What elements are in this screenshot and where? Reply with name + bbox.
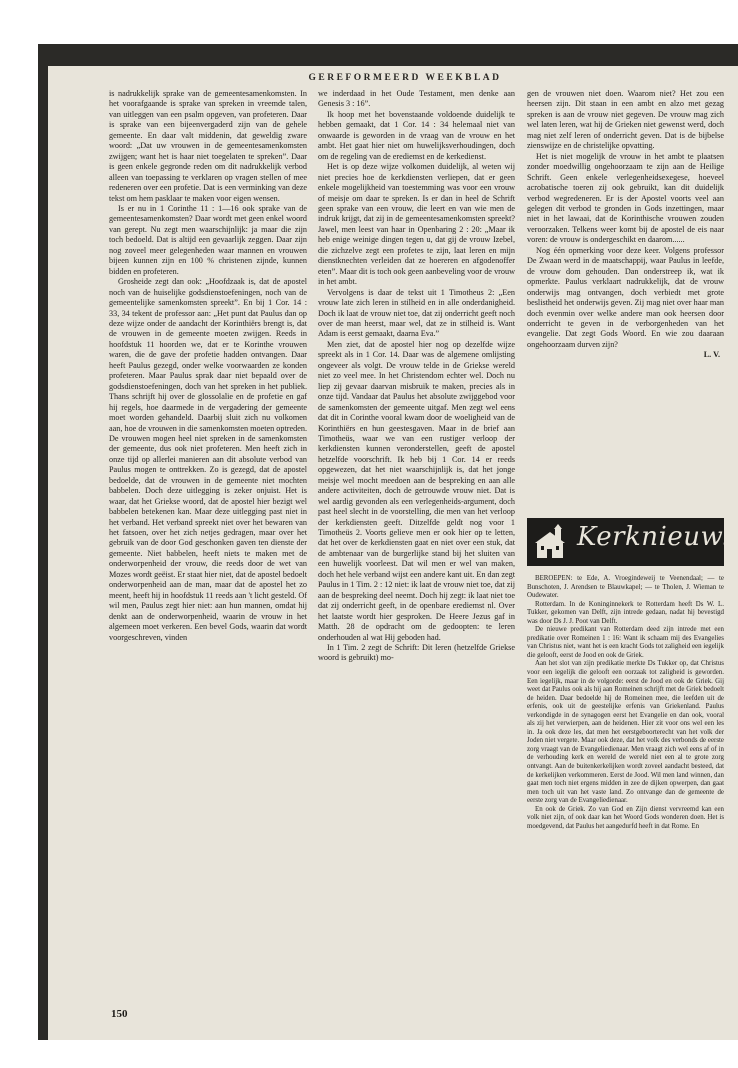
page-number: 150 [111,1008,128,1020]
scan-top-border [38,44,738,66]
scan-left-border [38,44,48,1040]
paragraph: Het is op deze wijze volkomen duidelijk, al weten wij niet precies hoe de kerkdiensten verliepen, dat er geen enkele mogelijkheid van toestemming was voor een vrouw of meisje om daar te spreken. Is er dan in heel de Schrift geen sprake van een vrouw, die leert en van wie men de indruk krijgt, dat zij in de gemeentesamenkomsten spreekt? Jawel, men leest van haar in Openbaring 2 : 20: „Maar ik heb enige weinige dingen tegen u, dat gij de vrouw Izebel, die zichzelve zegt een profetes te zijn, laat leren en mijn dienstknechten verleiden dat ze hoereren en afgodenoffer eten”. Maar dit is toch ook geen aanbeveling voor de vrouw in het ambt. [318,162,515,287]
running-header: GEREFORMEERD WEEKBLAD [308,73,502,83]
paragraph: Ik hoop met het bovenstaande voldoende duidelijk te hebben gemaakt, dat 1 Cor. 14 : 34 helemaal niet van onwaarde is geworden in de vraag van de vrouw en het ambt. Het gaat hier niet om huwelijksverhoudingen, doch om de regeling van de erediemst en de kerkedienst. [318,109,515,161]
paragraph: Nog één opmerking voor deze keer. Volgens professor De Zwaan werd in de maatschappij, waar Paulus in leefde, de vrouw dom gehouden. Dan onderstreep ik, wat ik opmerkte. Paulus verklaart nadrukkelijk, dat de vrouw onderwijs mag ontvangen, doch verbiedt met grote beslistheid het onderwijs geven. Zij mag niet over haar man doch evenmin over welke andere man ook heersen door onderricht te geven in de verborgenheden van het evangelie. Dat zegt Gods Woord. En wie zou daaraan ongehoorzaam durven zijn? [527,245,724,349]
paragraph: In 1 Tim. 2 zegt de Schrift: Dit leren (hetzelfde Griekse woord is gebruikt) mo- [318,643,515,663]
paragraph: En ook de Griek. Zo van God en Zijn dienst vervreemd kan een volk niet zijn, of ook daar kan het Woord Gods wonderen doen. Het is moedgevend, dat Paulus het aangedurfd heeft in dat Rome. En [527,805,724,830]
paragraph: we inderdaad in het Oude Testament, men denke aan Genesis 3 : 16”. [318,89,515,109]
paragraph: gen de vrouwen niet doen. Waarom niet? Het zou een heersen zijn. Dit staan in een ambt en alzo met gezag spreken is aan de vrouw niet gegeven. De vrouw mag zich wel laten leren, wat hij de Grieken niet gewenst werd, doch mag niet zelf leren of onderricht geven. Dat is de bijbelse zienswijze en de christelijke opvatting. [527,89,724,151]
paragraph: is nadrukkelijk sprake van de gemeentesamenkomsten. In het voorafgaande is sprake van spreken in vreemde talen, van uitleggen van een psalm opgeven, van profeteren. Daar is sprake van een bijeenvergaderd zijn van de gehele gemeente. En daar valt middenin, dat geweldig zware woord: „Dat uw vrouwen in de gemeentesamenkomsten zwijgen; want het is haar niet toegelaten te spreken”. Daar is geen enkele gegronde reden om dit nadrukkelijk verbod alleen van toepassing te verklaren op vragen stellen of mee redeneren over een profetie. Dat is een verminking van deze tekst om hem pasklaar te maken voor eigen wensen. [109,89,307,203]
text-column-2 [318,89,515,664]
paragraph: Men ziet, dat de apostel hier nog op dezelfde wijze spreekt als in 1 Cor. 14. Daar was de algemene omlijsting ongeveer als volgt. De vrouw telde in de Griekse wereld niet zo veel mee. In het Christendom echter wel. Doch nu liep zij gevaar daarvan misbruik te maken, precies als in onze tijd. Vandaar dat Paulus het absolute zwijggebod voor de samenkomsten der gemeente uitgaf. Men zegt wel eens dat dit in Corinthe vooral kwam door de woeligheid van de Korinthiërs en hun geestesgaven. Maar in de brief aan Timotheüs, waar we van een rustiger verloop der kerkdiensten kunnen veronderstellen, geeft de apostel hetzelfde voorschrift. Ik heb bij 1 Cor. 14 er reeds opgewezen, dat het niet waarschijnlijk is, dat het jonge meisje wel mocht meedoen aan de bespreking en aan alle andere activiteiten, doch de getrouwde vrouw niet. Dat is wel aardig gevonden als een verlegenheids-argument, doch past heel slecht in de voorstelling, die men van het verloop der kerkdiensten geeft. Ditzelfde geldt nog voor 1 Timotheüs 2. Voorts gelieve men er ook hier op te letten, dat het over de kerkdiensten gaat en niet over een stuk, dat de ambtenaar van de burgerlijke stand bij het sluiten van een huwelijk voorleest. Dat wil men er wel van maken, doch het hele verband wijst een andere kant uit. En dan zegt Paulus in 1 Tim. 2 : 12 niet: ik laat de vrouw niet toe, dat zij aan de bespreking deel neemt. Doch hij zegt: ik laat niet toe dat zij onderricht geeft, in de openbare erediemst nl. Over het laatste wordt hier gesproken. De Heere Jezus gaf in Matth. 28 de opdracht om de gedoopten: te leren onderhouden al wat Hij geboden had. [318,339,515,642]
paragraph: Vervolgens is daar de tekst uit 1 Timotheus 2: „Een vrouw late zich leren in stilheid en in alle onderdanigheid. Doch ik laat de vrouw niet toe, dat zij onderricht geeft noch over de man heerst, maar wel, dat ze in stilheid is. Want Adam is eerst gemaakt, daarna Eva.” [318,287,515,339]
paragraph: Het is niet mogelijk de vrouw in het ambt te plaatsen zonder moedwillig ongehoorzaam te zijn aan de Heilige Schrift. Geen enkele verlegenheidsexegese, hoeveel acrobatische toeren zij ook gebruikt, kan dit duidelijk verbod wegredeneren. Er is der Apostel voorts veel aan gelegen dit verbod te gronden in Gods inzettingen, maar niet in het lawaai, dat de Korinthische vrouwen zouden veroorzaken. Telkens weer komt bij de apostel de eis naar voren: de vrouw is ondergeschikt en daarom...... [527,151,724,245]
paragraph: Is er nu in 1 Corinthe 11 : 1—16 ook sprake van de gemeentesamenkomsten? Daar wordt met geen enkel woord van gerept. Nu zegt men waarschijnlijk: ja maar die zijn toch bedoeld. Dat is altijd een gevaarlijk zeggen. Daar zijn nog zoveel meer gelegenheden waar mannen en vrouwen bijeen kunnen zijn en 100 % christenen zijnde, kunnen bidden en profeteren. [109,203,307,276]
text-column-1 [109,89,307,643]
kerknieuws-banner [527,518,738,566]
kerknieuws-title: Kerknieuws [577,522,738,552]
paragraph: De nieuwe predikant van Rotterdam deed zijn intrede met een predikatie over Romeinen 1 : 16: Want ik schaam mij des Evangelies van Christus niet, want het is een kracht Gods tot zaligheid een iegelijk die gelooft, eerst de Jood en ook de Griek. [527,626,724,659]
kerknieuws-section [527,575,724,831]
paragraph: BEROEPEN: te Ede, A. Vroegindeweij te Veenendaal; — te Bunschoten, J. Arendsen te Blauwkapel; — te Tholen, J. Wieman te Oudewater. [527,575,724,600]
text-column-3 [527,89,724,361]
church-icon [533,524,573,560]
paragraph: Grosheide zegt dan ook: „Hoofdzaak is, dat de apostel noch van de huiselijke godsdienstoefeningen, noch van de gemeentelijke samenkomsten spreekt”. En bij 1 Cor. 14 : 33, 34 tekent de professor aan: „Het punt dat Paulus dan op deze wijze onder de aandacht der Korinthiërs brengt is, dat de vrouwen in de gemeente moeten zwijgen. Reeds in hoofdstuk 11 hoorden we, dat er te Korinthe vrouwen waren, die de gave der profetie hadden ontvangen. Daar heeft Paulus gezegd, onder welke voorwaarden ze konden profeteren. Maar Paulus sprak daar niet bepaald over de godsdienstoefeningen, doch van het spreken in het publiek. Thans schrijft hij over de glossolalie en de profetie en gaf hij regels, hoe daarmede in de vergadering der gemeente moet worden gehandeld. Daarbij sluit zich nu volkomen aan, hoe de vrouwen in die samenkomsten moeten optreden. De vrouwen mogen heel niet spreken in de samenkomsten der gemeente, dus ook niet profeteren. Men heeft zich in onze tijd op allerlei manieren aan dit absolute verbod van Paulus mogen te onttrekken. Zo is gezegd, dat de apostel bedoelde, dat de vrouwen in de gemeente niet mochten babbelen. Doch deze uitlegging is zeker onjuist. Het is waar, dat het Griekse woord, dat de apostel hier bezigt wel babbelen betekenen kan. Maar deze uitlegging past niet in het verband. Het verband spreekt niet over het bewaren van het fatsoen, over het zich netjes gedragen, maar over het gebruik van de door God geschonken gaven ten dienste der gemeente. Niet babbelen, heeft niets te maken met de onderworpenheid der vrouw, die reeds door de wet van Mozes wordt geëist. Er staat hier niet, dat de apostel bedoelt onderworpenheid aan de man, maar dat de apostel het zo meent, heeft hij in hoofdstuk 11 reeds aan 't licht gesteld. Of wil men, Paulus zegt hier niet: aan hun mannen, omdat hij denkt aan de onderworpenheid, waarin de vrouw in het algemeen moet verkeren. Een bevel Gods, waarin dat wordt voorgeschreven, vinden [109,277,307,642]
paragraph: Rotterdam. In de Koninginnekerk te Rotterdam heeft Ds W. L. Tukker, gekomen van Delft, zijn intrede gedaan, nadat hij bevestigd was door Ds J. J. Poot van Delft. [527,600,724,625]
author-signature: L. V. [703,350,720,360]
paragraph: Aan het slot van zijn predikatie merkte Ds Tukker op, dat Christus voor een iegelijk die gelooft een oorzaak tot zaligheid is geworden. Een iegelijk, maar in de volgorde: eerst de Jood en ook de Griek. Gij weet dat Paulus ook als hij aan Romeinen schrijft met de Griek bedoelt de heiden. Daar bedoelde hij de Romeinen mee, die leefden uit de erfenis, ook uit de geestelijke erfenis van Griekenland. Paulus verkondigde in de synagogen eerst het Evangelie en dan ook, vooral als zij het verwierpen, aan de heidenen. Hier zit voor ons wel een les in. Ja ook deze les, dat men het eerstgeboorterecht van het volk der Joden niet vergete. Maar ook deze, dat het volk des verbonds de eerste zorg vraagt van de Evangeliedienaar. Men vraagt zich wel eens af of in de verhouding kerk en wereld de wereld niet een al te grote zorg ontvangt. Aan de buitenkerkelijken wordt zoveel aandacht besteed, dat de kerkelijken verkommeren. Eerst de Jood. Wil men land winnen, dan gaat men toch niet ergens midden in zee de dijken opwerpen, dan gaat men toch uit van het vaste land. Zo ontvange dan de gemeente de eerste zorg van de Evangeliedienaar. [527,660,724,805]
